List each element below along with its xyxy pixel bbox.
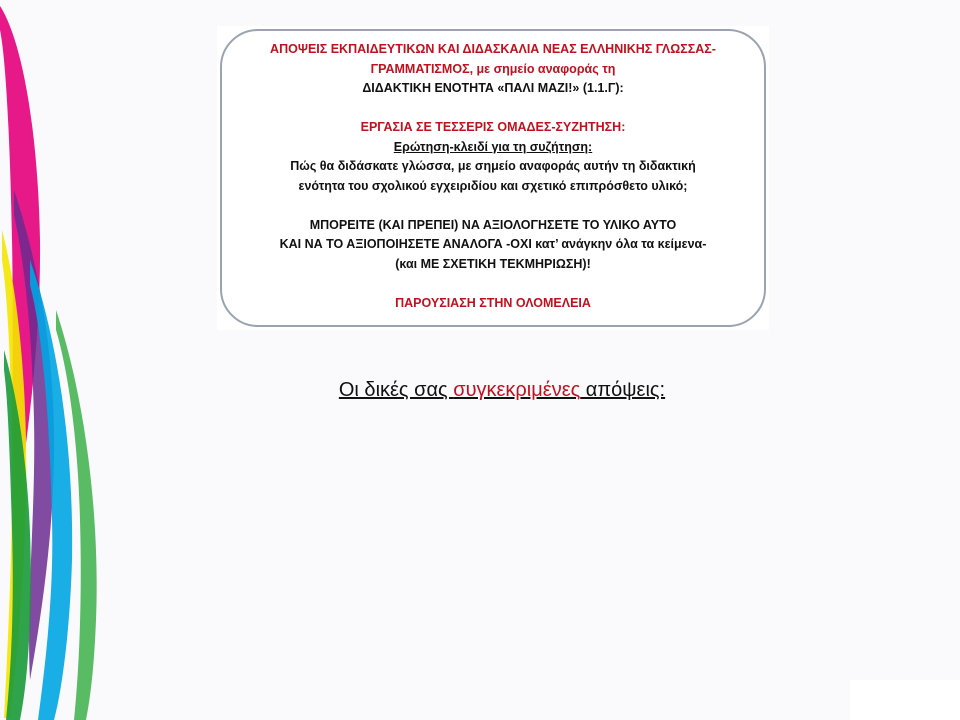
instruction-line-3: (και ΜΕ ΣΧΕΤΙΚΗ ΤΕΚΜΗΡΙΩΣΗ)! bbox=[395, 256, 591, 271]
task-card bbox=[220, 29, 766, 327]
card-title-line-1: ΑΠΟΨΕΙΣ ΕΚΠΑΙΔΕΥΤΙΚΩΝ ΚΑΙ ΔΙΔΑΣΚΑΛΙΑ ΝΕΑΣ ΕΛΛΗΝΙΚΗΣ ΓΛΩΣΣΑΣ- bbox=[270, 42, 716, 56]
task-card-frame bbox=[217, 26, 769, 330]
spacer bbox=[222, 99, 764, 119]
spacer bbox=[222, 196, 764, 216]
presentation-note: ΠΑΡΟΥΣΙΑΣΗ ΣΤΗΝ ΟΛΟΜΕΛΕΙΑ bbox=[395, 295, 591, 310]
decorative-ribbons bbox=[0, 0, 110, 720]
corner-patch bbox=[850, 680, 960, 720]
task-heading: ΕΡΓΑΣΙΑ ΣΕ ΤΕΣΣΕΡΙΣ ΟΜΑΔΕΣ-ΣΥΖΗΤΗΣΗ: bbox=[360, 120, 626, 134]
instruction-line-2: ΚΑΙ ΝΑ ΤΟ ΑΞΙΟΠΟΙΗΣΕΤΕ ΑΝΑΛΟΓΑ -ΟΧΙ κατ’ ανάγκην όλα τα κείμενα- bbox=[279, 237, 707, 251]
heading-part-2: απόψεις: bbox=[580, 379, 666, 401]
question-line-1: Πώς θα διδάσκατε γλώσσα, με σημείο αναφοράς αυτήν τη διδακτική bbox=[290, 159, 696, 173]
key-question-label: Ερώτηση-κλειδί για τη συζήτηση: bbox=[393, 139, 593, 154]
slide-heading bbox=[0, 376, 960, 404]
card-title-line-3: ΔΙΔΑΚΤΙΚΗ ΕΝΟΤΗΤΑ «ΠΑΛΙ ΜΑΖΙ!» (1.1.Γ): bbox=[362, 81, 624, 95]
heading-part-1: Οι δικές σας bbox=[338, 379, 454, 401]
heading-accent: συγκεκριμένες bbox=[453, 379, 581, 401]
card-title-line-2: ΓΡΑΜΜΑΤΙΣΜΟΣ, με σημείο αναφοράς τη bbox=[370, 61, 616, 76]
spacer bbox=[222, 274, 764, 294]
instruction-line-1: ΜΠΟΡΕΙΤΕ (ΚΑΙ ΠΡΕΠΕΙ) ΝΑ ΑΞΙΟΛΟΓΗΣΕΤΕ ΤΟ ΥΛΙΚΟ ΑΥΤΟ bbox=[309, 217, 677, 232]
question-line-2: ενότητα του σχολικού εγχειριδίου και σχετικό επιπρόσθετο υλικό; bbox=[298, 178, 688, 193]
